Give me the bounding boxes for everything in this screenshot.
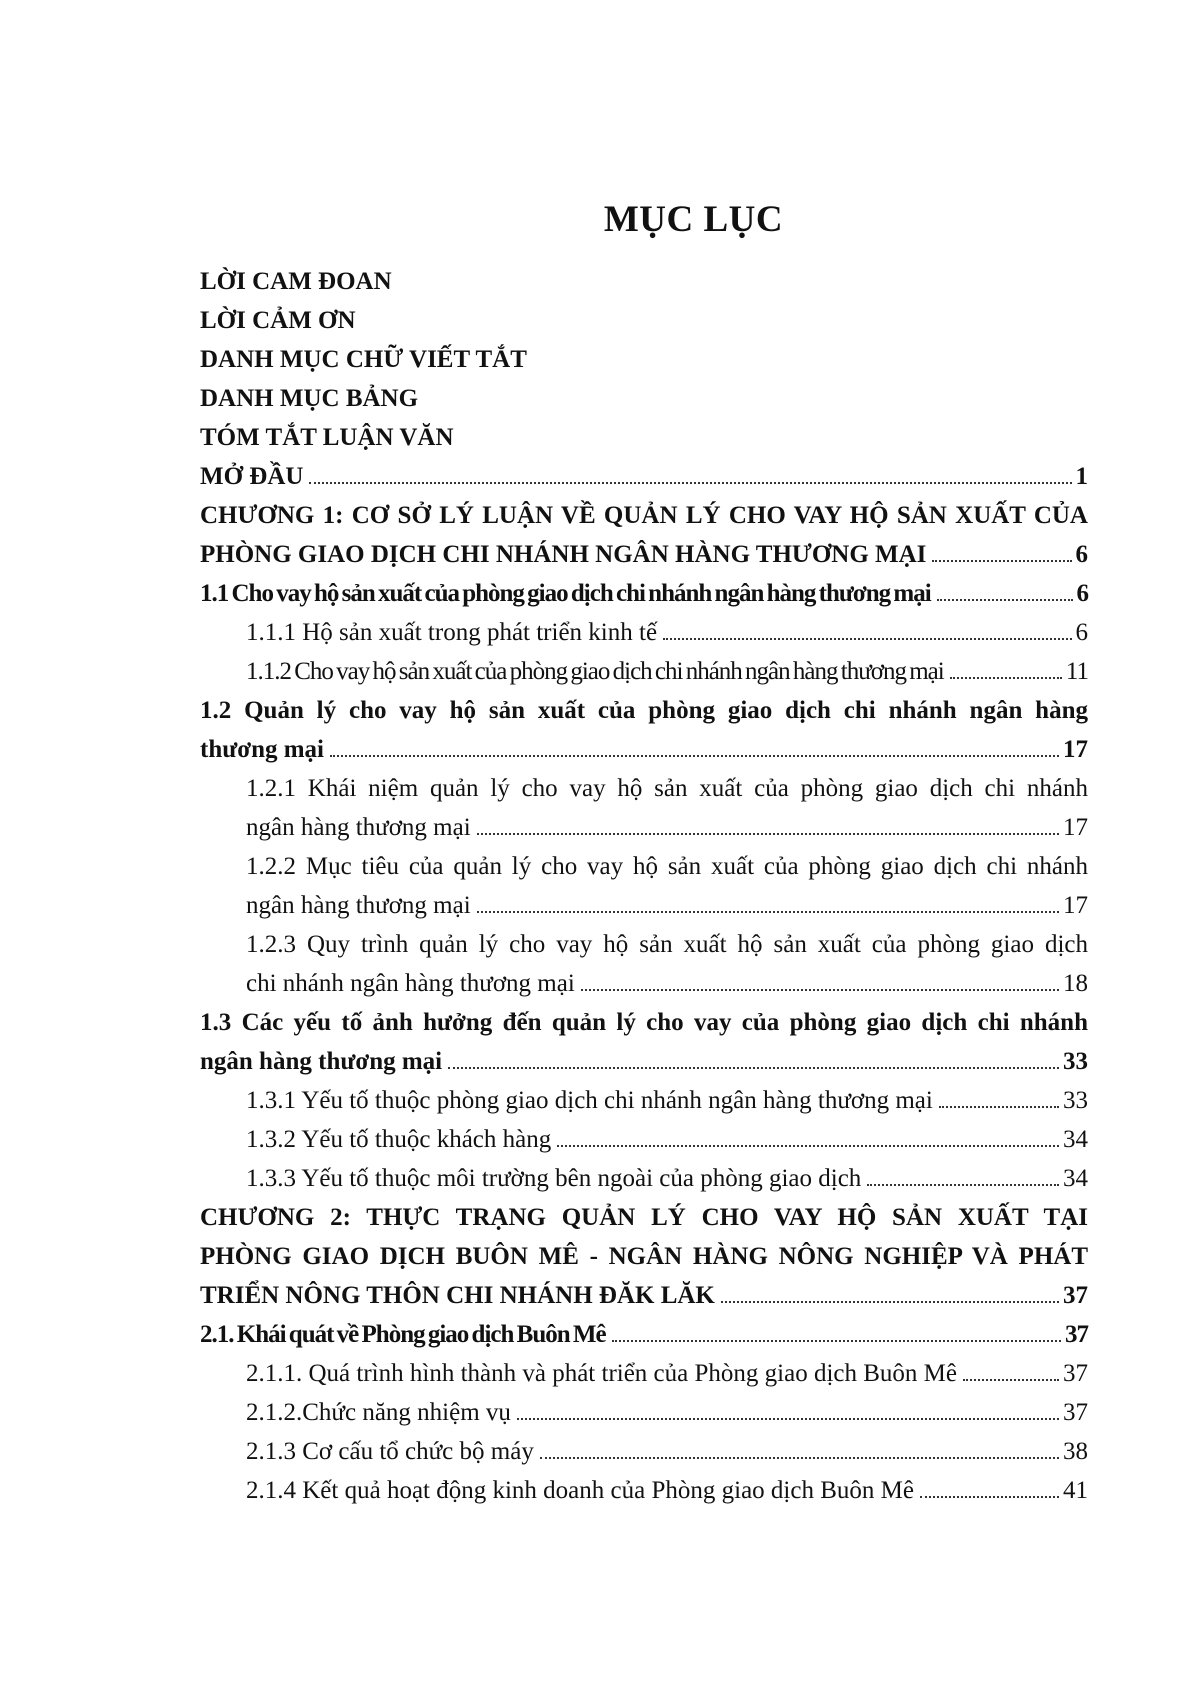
- toc-entry-danh-muc-bang[interactable]: [200, 379, 1088, 418]
- toc-entry-text: 2.1.4 Kết quả hoạt động kinh doanh của Phòng giao dịch Buôn Mê: [246, 1477, 914, 1504]
- dot-leader: [448, 1067, 1059, 1069]
- toc-page-number: 34: [1063, 1126, 1088, 1153]
- toc-entry-text-line1: CHƯƠNG 1: CƠ SỞ LÝ LUẬN VỀ QUẢN LÝ CHO VAY HỘ SẢN XUẤT CỦA: [200, 502, 1088, 529]
- toc-entry-text: 1.1 Cho vay hộ sản xuất của phòng giao dịch chi nhánh ngân hàng thương mại: [200, 580, 931, 607]
- toc-entry-1-2-3[interactable]: [246, 925, 1088, 1003]
- toc-page-number: 38: [1063, 1438, 1088, 1465]
- toc-page-number: 11: [1065, 658, 1088, 685]
- toc-entry-text: MỞ ĐẦU: [200, 463, 304, 490]
- toc-entry-1-3-3[interactable]: [246, 1159, 1088, 1198]
- toc-page-number: 37: [1063, 1360, 1088, 1387]
- toc-entry-mo-dau[interactable]: [200, 457, 1088, 496]
- toc-page-number: 1: [1075, 463, 1088, 490]
- dot-leader: [540, 1457, 1059, 1459]
- dot-leader: [920, 1496, 1059, 1498]
- dot-leader: [581, 989, 1059, 991]
- toc-page-number: 6: [1076, 580, 1088, 607]
- toc-entry-2-1-3[interactable]: [246, 1432, 1088, 1471]
- toc-page-number: 37: [1063, 1282, 1088, 1309]
- toc-entry-1-2-1[interactable]: [246, 769, 1088, 847]
- dot-leader: [663, 638, 1071, 640]
- toc-entry-text-line1: 1.2.1 Khái niệm quản lý cho vay hộ sản xuất của phòng giao dịch chi nhánh: [246, 775, 1088, 802]
- toc-entry-text-line2: ngân hàng thương mại: [246, 892, 471, 919]
- toc-page-number: 41: [1063, 1477, 1088, 1504]
- toc-entry-text: 1.1.2 Cho vay hộ sản xuất của phòng giao dịch chi nhánh ngân hàng thương mại: [246, 658, 944, 685]
- toc-entry-text: LỜI CẢM ƠN: [200, 307, 356, 334]
- toc-entry-1-3[interactable]: [200, 1003, 1088, 1081]
- toc-entry-1-1-1[interactable]: [246, 613, 1088, 652]
- dot-leader: [612, 1340, 1061, 1342]
- toc-page-number: 34: [1063, 1165, 1088, 1192]
- toc-page-number: 17: [1063, 814, 1088, 841]
- table-of-contents: [200, 262, 1088, 1510]
- toc-entry-1-3-2[interactable]: [246, 1120, 1088, 1159]
- toc-page-number: 37: [1063, 1399, 1088, 1426]
- toc-entry-text-line2: TRIỂN NÔNG THÔN CHI NHÁNH ĐĂK LĂK: [200, 1282, 715, 1309]
- toc-entry-2-1-4[interactable]: [246, 1471, 1088, 1510]
- toc-entry-2-1-1[interactable]: [246, 1354, 1088, 1393]
- toc-page-number: 17: [1063, 736, 1088, 763]
- toc-entry-text-line1: 1.3 Các yếu tố ảnh hưởng đến quản lý cho vay của phòng giao dịch chi nhánh: [200, 1009, 1088, 1036]
- toc-entry-text-line2: ngân hàng thương mại: [246, 814, 471, 841]
- page-title: MỤC LỤC: [603, 199, 784, 240]
- toc-entry-1-1[interactable]: [200, 574, 1088, 613]
- dot-leader: [939, 1106, 1059, 1108]
- dot-leader: [721, 1301, 1059, 1303]
- toc-entry-text: 2.1.3 Cơ cấu tổ chức bộ máy: [246, 1438, 534, 1465]
- dot-leader: [517, 1418, 1059, 1420]
- toc-entry-tom-tat-luan-van[interactable]: [200, 418, 1088, 457]
- dot-leader: [557, 1145, 1059, 1147]
- dot-leader: [477, 911, 1059, 913]
- toc-entry-text: DANH MỤC BẢNG: [200, 385, 419, 412]
- dot-leader: [867, 1184, 1059, 1186]
- dot-leader: [937, 599, 1073, 601]
- toc-entry-text-line1: CHƯƠNG 2: THỰC TRẠNG QUẢN LÝ CHO VAY HỘ SẢN XUẤT TẠI: [200, 1204, 1088, 1231]
- toc-entry-1-1-2[interactable]: [246, 652, 1088, 691]
- toc-entry-loi-cam-doan[interactable]: [200, 262, 1088, 301]
- toc-entry-chuong-2[interactable]: [200, 1198, 1088, 1315]
- dot-leader: [950, 677, 1062, 679]
- toc-entry-text-line1: 1.2 Quản lý cho vay hộ sản xuất của phòng giao dịch chi nhánh ngân hàng: [200, 697, 1088, 724]
- toc-entry-loi-cam-on[interactable]: [200, 301, 1088, 340]
- dot-leader: [932, 560, 1071, 562]
- toc-page-number: 6: [1075, 541, 1088, 568]
- toc-entry-text: 1.1.1 Hộ sản xuất trong phát triển kinh tế: [246, 619, 658, 646]
- toc-entry-text-line2: thương mại: [200, 736, 324, 763]
- toc-entry-1-2-2[interactable]: [246, 847, 1088, 925]
- toc-entry-text-line2: ngân hàng thương mại: [200, 1048, 443, 1075]
- toc-entry-text-line2: PHÒNG GIAO DỊCH CHI NHÁNH NGÂN HÀNG THƯƠNG MẠI: [200, 541, 927, 568]
- toc-entry-text: 2.1. Khái quát về Phòng giao dịch Buôn Mê: [200, 1321, 606, 1348]
- toc-entry-text: 2.1.2.Chức năng nhiệm vụ: [246, 1399, 511, 1426]
- toc-page-number: 17: [1063, 892, 1088, 919]
- toc-entry-text: DANH MỤC CHỮ VIẾT TẮT: [200, 346, 527, 373]
- toc-entry-1-2[interactable]: [200, 691, 1088, 769]
- toc-entry-danh-muc-chu-viet-tat[interactable]: [200, 340, 1088, 379]
- toc-page-number: 6: [1075, 619, 1088, 646]
- dot-leader: [309, 482, 1071, 484]
- toc-entry-text: 1.3.1 Yếu tố thuộc phòng giao dịch chi nhánh ngân hàng thương mại: [246, 1087, 933, 1114]
- toc-entry-text-line1b: PHÒNG GIAO DỊCH BUÔN MÊ - NGÂN HÀNG NÔNG NGHIỆP VÀ PHÁT: [200, 1243, 1088, 1270]
- toc-entry-text: 1.3.3 Yếu tố thuộc môi trường bên ngoài của phòng giao dịch: [246, 1165, 862, 1192]
- toc-entry-text: LỜI CAM ĐOAN: [200, 268, 392, 295]
- toc-entry-2-1-2[interactable]: [246, 1393, 1088, 1432]
- dot-leader: [477, 833, 1059, 835]
- toc-entry-text-line2: chi nhánh ngân hàng thương mại: [246, 970, 575, 997]
- toc-entry-text: 1.3.2 Yếu tố thuộc khách hàng: [246, 1126, 552, 1153]
- toc-entry-text-line1: 1.2.2 Mục tiêu của quản lý cho vay hộ sản xuất của phòng giao dịch chi nhánh: [246, 853, 1088, 880]
- toc-entry-2-1[interactable]: [200, 1315, 1088, 1354]
- toc-entry-text: TÓM TẮT LUẬN VĂN: [200, 424, 454, 451]
- dot-leader: [330, 755, 1059, 757]
- dot-leader: [963, 1379, 1059, 1381]
- toc-entry-text-line1: 1.2.3 Quy trình quản lý cho vay hộ sản xuất hộ sản xuất của phòng giao dịch: [246, 931, 1088, 958]
- toc-entry-1-3-1[interactable]: [246, 1081, 1088, 1120]
- toc-page-number: 37: [1065, 1321, 1088, 1348]
- toc-page-number: 33: [1063, 1087, 1088, 1114]
- toc-page-number: 33: [1063, 1048, 1088, 1075]
- toc-page-number: 18: [1063, 970, 1088, 997]
- toc-entry-text: 2.1.1. Quá trình hình thành và phát triển của Phòng giao dịch Buôn Mê: [246, 1360, 957, 1387]
- toc-entry-chuong-1[interactable]: [200, 496, 1088, 574]
